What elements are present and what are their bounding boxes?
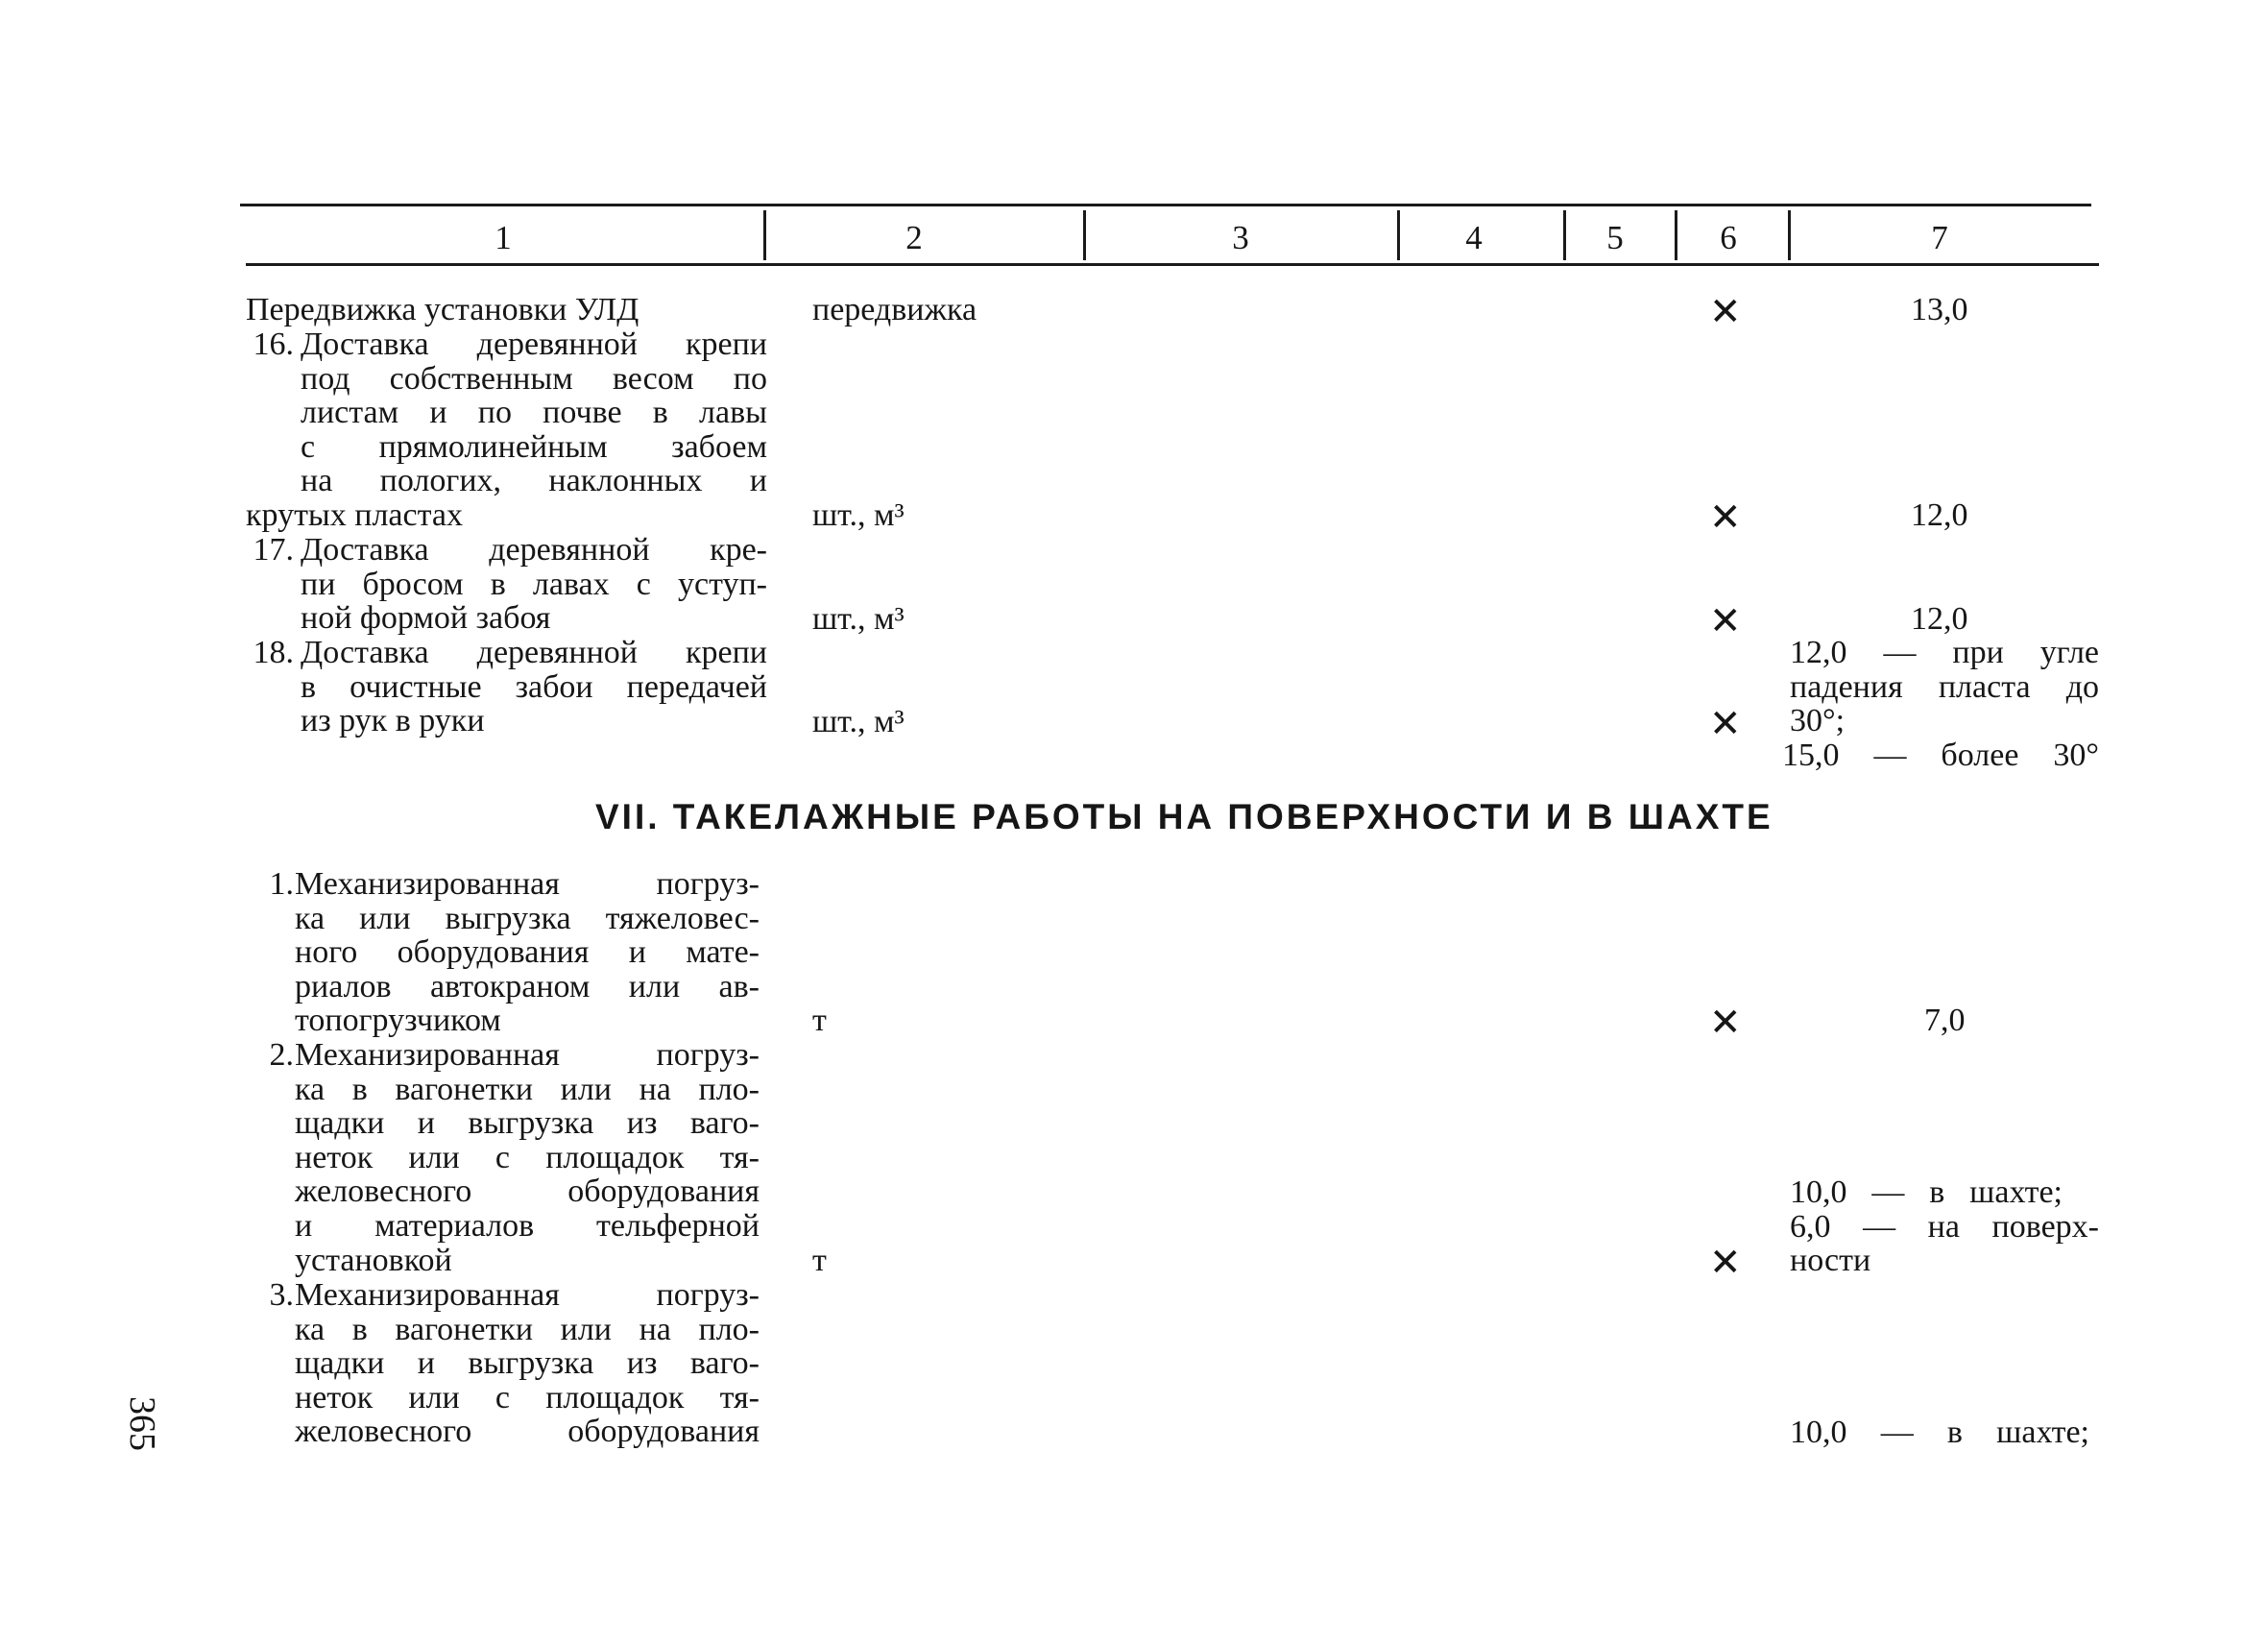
description-line: пи бросом в лавах с уступ- — [301, 566, 767, 602]
row-unit: т — [812, 1003, 827, 1038]
row-value-note — [1782, 635, 2099, 773]
note-line: 15,0 — более 30° — [1782, 737, 2099, 773]
description-line: крутых пластах — [246, 497, 463, 533]
cross-mark: ✕ — [1709, 496, 1742, 540]
row-number: 16. — [253, 327, 294, 362]
column-number-2: 2 — [905, 219, 923, 256]
row-value: 13,0 — [1911, 292, 1968, 327]
description-line: Доставка деревянной кре- — [301, 532, 767, 568]
row-description — [301, 636, 767, 738]
description-line: установкой — [295, 1242, 452, 1278]
header-separator — [1083, 210, 1086, 260]
description-line: из рук в руки — [301, 703, 485, 739]
note-line: падения пласта до — [1790, 668, 2099, 705]
note-line: 10,0 — в шахте; — [1790, 1415, 2089, 1450]
description-line: Механизированная погруз- — [295, 1277, 760, 1313]
column-number-7: 7 — [1931, 219, 1948, 256]
table-top-rule — [240, 204, 2091, 206]
row-unit: шт., м³ — [812, 601, 905, 637]
description-line: щадки и выгрузка из ваго- — [295, 1345, 760, 1382]
cross-mark: ✕ — [1709, 290, 1742, 334]
description-line: неток или с площадок тя- — [295, 1139, 760, 1175]
section-title: VII. ТАКЕЛАЖНЫЕ РАБОТЫ НА ПОВЕРХНОСТИ И В ШАХТЕ — [595, 797, 1773, 836]
cross-mark: ✕ — [1709, 1241, 1742, 1285]
header-separator — [1788, 210, 1791, 260]
row-value: 12,0 — [1911, 601, 1968, 637]
row-description — [295, 867, 760, 1004]
row-value-note — [1790, 1175, 2099, 1278]
row-value-note — [1790, 1415, 2099, 1450]
description-line: Механизированная погруз- — [295, 1037, 760, 1073]
table-header-rule — [246, 263, 2099, 266]
row-description: Передвижка установки УЛД — [246, 292, 639, 327]
row-number: 3. — [269, 1277, 294, 1313]
description-line: ка в вагонетки или на пло- — [295, 1071, 760, 1107]
description-line: топогрузчиком — [295, 1003, 501, 1038]
header-separator — [1397, 210, 1400, 260]
page-number: 365 — [122, 1396, 162, 1451]
row-number: 2. — [269, 1037, 294, 1073]
column-number-6: 6 — [1720, 219, 1737, 256]
row-description — [301, 533, 767, 636]
header-separator — [1563, 210, 1566, 260]
row-description — [295, 1278, 760, 1449]
row-value: 12,0 — [1911, 497, 1968, 533]
description-line: под собственным весом по — [301, 360, 767, 397]
description-line: ка или выгрузка тяжеловес- — [295, 900, 760, 936]
row-unit: шт., м³ — [812, 497, 905, 533]
row-description — [295, 1038, 760, 1277]
column-number-3: 3 — [1232, 219, 1249, 256]
description-line: желовесного оборудования — [295, 1414, 760, 1450]
description-line: ного оборудования и мате- — [295, 934, 760, 971]
row-value: 7,0 — [1924, 1003, 1966, 1038]
column-number-5: 5 — [1606, 219, 1624, 256]
cross-mark: ✕ — [1709, 599, 1742, 643]
header-separator — [763, 210, 766, 260]
description-line: желовесного оборудования — [295, 1173, 760, 1210]
row-number: 18. — [253, 635, 294, 670]
description-line: ной формой забоя — [301, 600, 551, 637]
description-line: Механизированная погруз- — [295, 866, 760, 902]
column-number-4: 4 — [1465, 219, 1483, 256]
description-line: риалов автокраном или ав- — [295, 968, 760, 1004]
row-unit: передвижка — [812, 292, 977, 327]
row-unit: т — [812, 1243, 827, 1278]
description-line: и материалов тельферной — [295, 1207, 760, 1244]
header-separator — [1675, 210, 1677, 260]
note-line: ности — [1790, 1243, 1871, 1279]
row-unit: шт., м³ — [812, 704, 905, 739]
column-number-1: 1 — [495, 219, 512, 256]
description-line: ка в вагонетки или на пло- — [295, 1311, 760, 1347]
cross-mark: ✕ — [1709, 702, 1742, 746]
cross-mark: ✕ — [1709, 1001, 1742, 1045]
note-line: 6,0 — на поверх- — [1790, 1208, 2099, 1245]
description-line: Доставка деревянной крепи — [301, 327, 767, 362]
description-line: щадки и выгрузка из ваго- — [295, 1105, 760, 1142]
note-line: 30°; — [1790, 703, 1846, 739]
row-number: 1. — [269, 866, 294, 902]
row-description — [301, 327, 767, 498]
note-line: 12,0 — при угле — [1790, 635, 2099, 670]
row-number: 17. — [253, 532, 294, 568]
description-line: с прямолинейным забоем — [301, 428, 767, 465]
description-line: в очистные забои передачей — [301, 668, 767, 705]
description-line: неток или с площадок тя- — [295, 1379, 760, 1415]
description-line: Доставка деревянной крепи — [301, 635, 767, 670]
note-line: 10,0 — в шахте; — [1790, 1174, 2063, 1210]
description-line: листам и по почве в лавы — [301, 395, 767, 431]
description-line: на пологих, наклонных и — [301, 463, 767, 499]
